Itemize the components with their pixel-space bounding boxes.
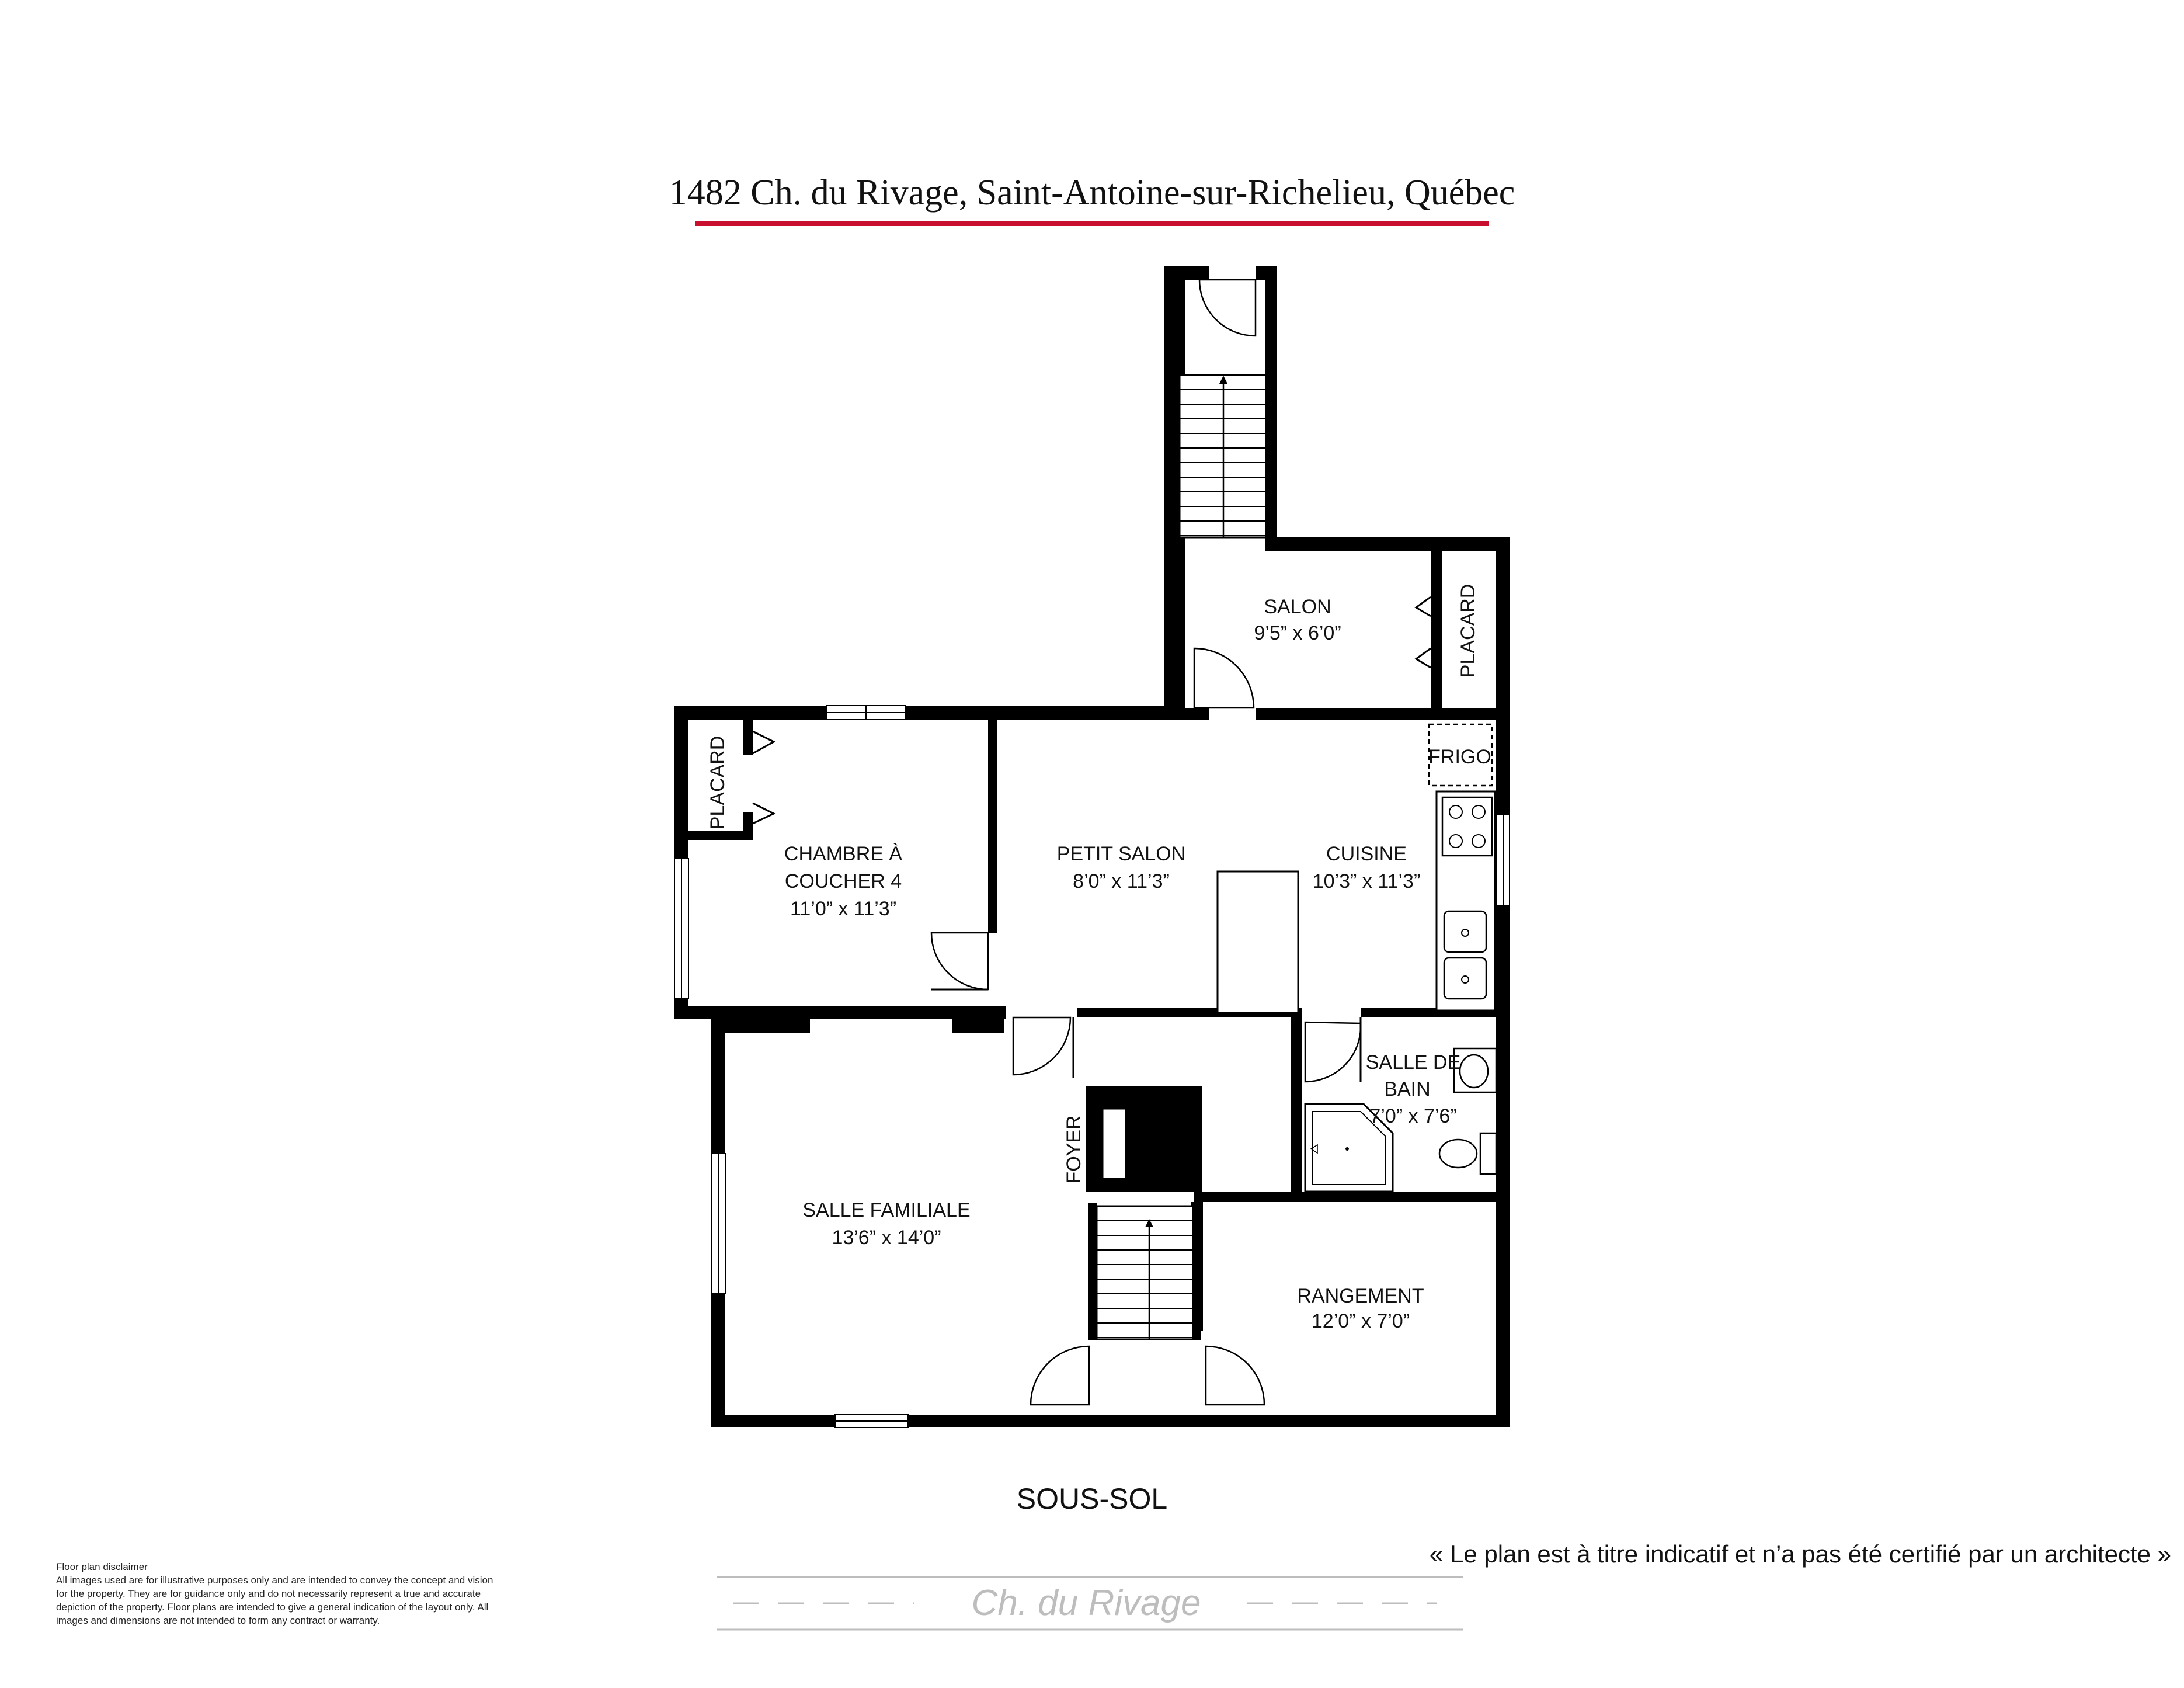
frigo-label: FRIGO	[1428, 746, 1491, 768]
salle-familiale-dims: 13’6” x 14’0”	[832, 1227, 941, 1249]
fireplace	[1086, 1086, 1202, 1192]
salle-de-bain-label-line1: SALLE DE	[1365, 1051, 1461, 1074]
stairs-bottom-side-wall-left	[1088, 1203, 1097, 1340]
cuisine-dims: 10’3” x 11’3”	[1312, 870, 1421, 892]
placard-left-label: PLACARD	[707, 735, 729, 830]
address-title: 1482 Ch. du Rivage, Saint-Antoine-sur-Richelieu, Québec	[669, 173, 1515, 213]
salon-dims: 9’5” x 6’0”	[1254, 622, 1341, 644]
disclaimer-line: images and dimensions are not intended to form any contract or warranty.	[56, 1615, 380, 1626]
stairs-bottom-side-wall-right	[1193, 1203, 1201, 1340]
rangement-label: RANGEMENT	[1297, 1285, 1424, 1307]
disclaimer-title: Floor plan disclaimer	[56, 1561, 148, 1572]
street-label: Ch. du Rivage	[971, 1583, 1201, 1623]
foyer-label: FOYER	[1063, 1115, 1085, 1184]
toilet	[1439, 1133, 1496, 1174]
certification-note: « Le plan est à titre indicatif et n’a pas été certifié par un architecte »	[1429, 1540, 2171, 1568]
disclaimer-line: All images used are for illustrative purposes only and are intended to convey the concept and vision	[56, 1575, 493, 1586]
salle-familiale-label: SALLE FAMILIALE	[802, 1199, 971, 1221]
kitchen-island	[1218, 871, 1298, 1013]
disclaimer-line: depiction of the property. Floor plans are intended to give a general indication of the layout only. All	[56, 1602, 489, 1613]
chambre-label-line2: COUCHER 4	[784, 870, 902, 892]
salle-de-bain-label-line2: BAIN	[1384, 1078, 1431, 1100]
rangement-dims: 12’0” x 7’0”	[1311, 1310, 1410, 1332]
cuisine-label: CUISINE	[1326, 843, 1407, 865]
disclaimer-line: for the property. They are for guidance only and do not necessarily represent a true and accurate	[56, 1588, 481, 1599]
placard-right-label: PLACARD	[1457, 583, 1479, 678]
floor-level-label: SOUS-SOL	[1016, 1482, 1168, 1515]
chambre-dims: 11’0” x 11’3”	[790, 898, 897, 920]
stove	[1442, 797, 1492, 856]
petit-salon-dims: 8’0” x 11’3”	[1073, 870, 1170, 892]
salon-label: SALON	[1264, 596, 1331, 618]
petit-salon-label: PETIT SALON	[1056, 843, 1186, 865]
title-underline	[695, 221, 1489, 226]
stairs-bottom	[1097, 1206, 1193, 1339]
salle-de-bain-dims: 7’0” x 7’6”	[1369, 1105, 1457, 1127]
chambre-label-line1: CHAMBRE À	[784, 843, 903, 865]
